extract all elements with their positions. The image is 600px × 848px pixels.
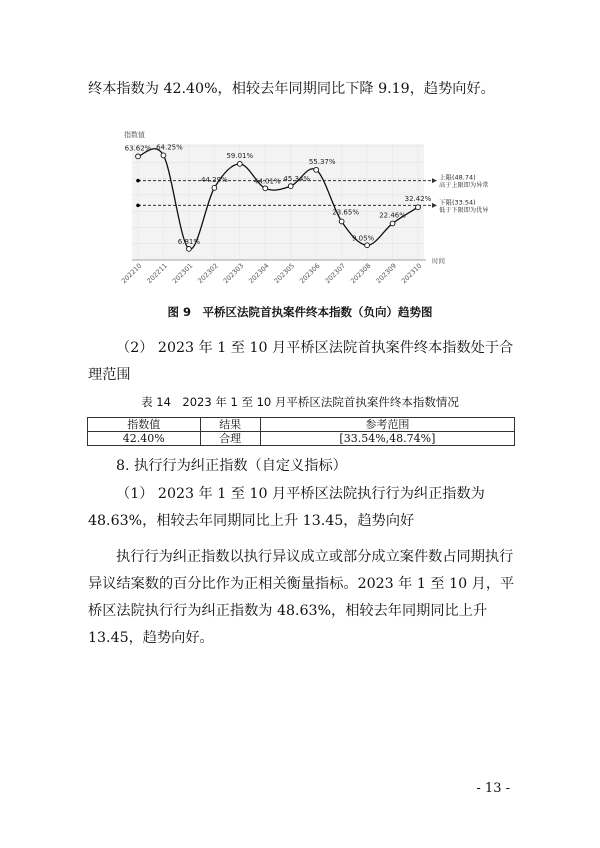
section2-title: （2） 2023 年 1 至 10 月平桥区法院首执案件终本指数处于合理范围 <box>88 340 514 383</box>
cell-result: 合理 <box>200 432 260 446</box>
x-tick-label: 202305 <box>272 261 297 286</box>
data-point <box>136 154 141 159</box>
x-tick-label: 202306 <box>298 261 322 286</box>
data-label: 45.34% <box>283 175 311 184</box>
data-point <box>390 221 395 226</box>
header-index-value: 指数值 <box>88 418 201 432</box>
data-label: 44.29% <box>201 175 228 184</box>
header-reference-range: 参考范围 <box>260 418 514 432</box>
data-point <box>237 161 242 166</box>
x-tick-label: 202211 <box>145 261 169 286</box>
x-tick-label: 202303 <box>221 261 246 286</box>
table-row <box>88 432 515 446</box>
lower-limit-dot <box>136 204 140 208</box>
upper-limit-label: 上限(48.74) <box>439 173 476 182</box>
data-point <box>314 167 319 172</box>
data-label: 23.65% <box>332 208 359 217</box>
page-number: - 13 - <box>476 781 510 796</box>
figure-caption: 图 9 平桥区法院首执案件终本指数（负向）趋势图 <box>167 305 433 319</box>
data-point <box>416 205 421 210</box>
index-table <box>87 417 515 446</box>
header-result: 结果 <box>200 418 260 432</box>
data-point <box>288 184 293 189</box>
x-tick-label: 202304 <box>247 261 271 286</box>
lower-limit-note: 低于下限即为优异 <box>439 206 489 214</box>
section8-title: 8. 执行行为纠正指数（自定义指标） <box>116 458 347 474</box>
lower-limit-arrow <box>432 203 437 208</box>
upper-limit-dot <box>136 179 140 183</box>
line-chart <box>118 128 490 293</box>
x-tick-label: 202307 <box>323 261 348 286</box>
x-axis-label: 时间 <box>432 257 445 265</box>
x-tick-label: 202210 <box>119 261 144 286</box>
cell-reference-range: [33.54%,48.74%] <box>260 432 514 446</box>
y-axis-label: 指数值 <box>124 131 145 139</box>
body-paragraph: 执行行为纠正指数以执行异议成立或部分成立案件数占同期执行异议结案数的百分比作为正相关衡量指标。2023 年 1 至 10 月，平桥区法院执行行为纠正指数为 48.63%，相较去年同期同比上升 13.45，趋势向好。 <box>88 549 515 646</box>
data-point <box>161 153 166 158</box>
data-point <box>212 185 217 190</box>
data-label: 64.25% <box>156 143 183 152</box>
data-label: 32.42% <box>404 195 432 204</box>
upper-limit-arrow <box>432 178 437 183</box>
data-label: 9.05% <box>351 234 375 243</box>
cell-index-value: 42.40% <box>88 432 201 446</box>
x-tick-label: 202301 <box>170 261 195 286</box>
section8-sub: （1） 2023 年 1 至 10 月平桥区法院执行行为纠正指数为 48.63%，相较去年同期同比上升 13.45，趋势向好 <box>88 486 485 529</box>
table-header-row <box>88 418 515 432</box>
data-label: 59.01% <box>226 151 254 160</box>
x-tick-label: 202309 <box>374 261 398 286</box>
data-point <box>263 186 268 191</box>
data-label: 55.37% <box>308 157 336 166</box>
data-label: 44.01% <box>253 177 281 186</box>
data-label: 63.62% <box>124 144 152 153</box>
data-point <box>365 243 370 248</box>
table-caption: 表 14 2023 年 1 至 10 月平桥区法院首执案件终本指数情况 <box>141 395 459 409</box>
x-tick-label: 202302 <box>196 261 220 286</box>
lower-limit-label: 下限(33.54) <box>439 198 476 207</box>
data-point <box>339 219 344 224</box>
x-tick-label: 202310 <box>399 261 424 286</box>
data-label: 6.81% <box>177 237 201 246</box>
chart-svg <box>118 128 490 293</box>
upper-limit-note: 高于上限即为异常 <box>439 182 489 190</box>
data-point <box>187 247 192 252</box>
x-tick-label: 202308 <box>349 261 373 286</box>
data-label: 22.46% <box>379 211 406 220</box>
intro-line: 终本指数为 42.40%，相较去年同期同比下降 9.19，趋势向好。 <box>88 81 495 97</box>
